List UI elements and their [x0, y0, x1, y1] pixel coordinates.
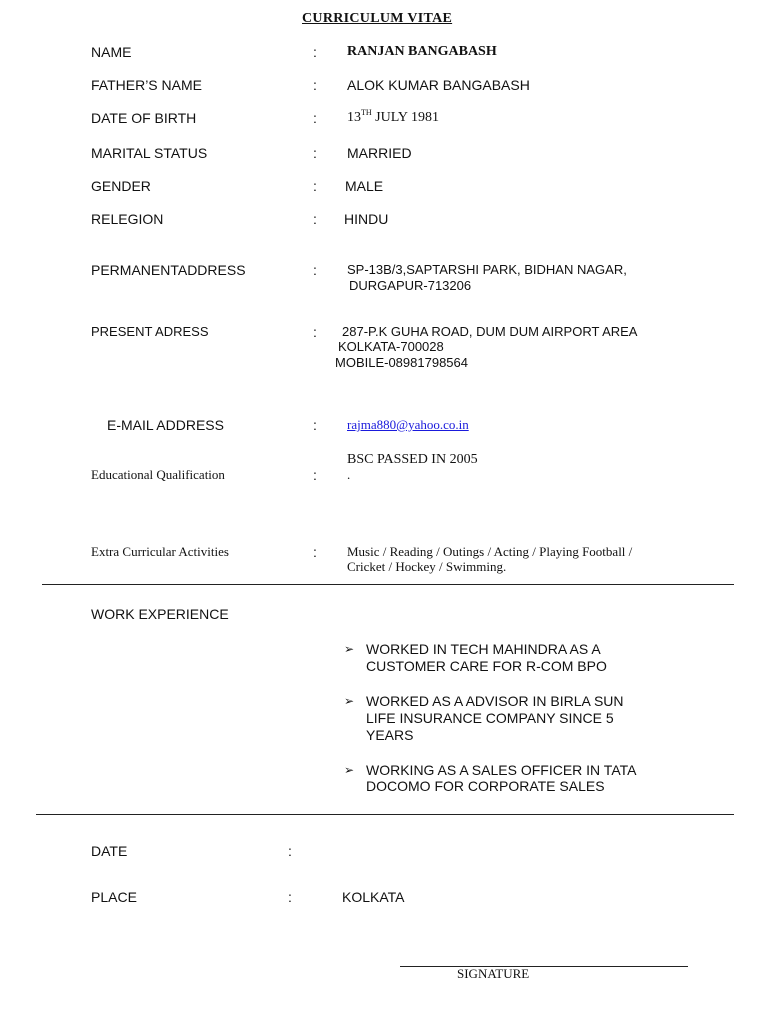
date-label: DATE — [91, 843, 128, 859]
extra-curricular-line1: Music / Reading / Outings / Acting / Playing Football / — [347, 544, 633, 559]
permanent-address-line1: SP-13B/3,SAPTARSHI PARK, BIDHAN NAGAR, — [347, 262, 627, 277]
work-item-line: WORKED IN TECH MAHINDRA AS A — [366, 641, 601, 657]
marital-status-value: MARRIED — [347, 145, 412, 161]
signature-label: SIGNATURE — [457, 966, 530, 981]
permanent-address-line2: DURGAPUR-713206 — [349, 278, 472, 293]
place-label: PLACE — [91, 889, 137, 905]
arrow-bullet-icon: ➢ — [344, 642, 355, 656]
work-item-line: CUSTOMER CARE FOR R-COM BPO — [366, 658, 607, 674]
place-colon: : — [288, 889, 292, 905]
work-item-line: LIFE INSURANCE COMPANY SINCE 5 — [366, 710, 614, 726]
email-colon: : — [313, 417, 317, 433]
work-item-line: WORKED AS A ADVISOR IN BIRLA SUN — [366, 693, 624, 709]
dob-colon: : — [313, 110, 317, 126]
signature-line — [400, 966, 688, 967]
name-value: RANJAN BANGABASH — [347, 44, 497, 59]
extra-curricular-colon: : — [313, 544, 317, 560]
education-value: BSC PASSED IN 2005 — [347, 452, 478, 467]
permanent-address-label: PERMANENTADDRESS — [91, 262, 246, 278]
religion-value: HINDU — [344, 211, 389, 227]
name-colon: : — [313, 44, 317, 60]
father-name-value: ALOK KUMAR BANGABASH — [347, 77, 530, 93]
date-colon: : — [288, 843, 292, 859]
section-divider — [36, 814, 734, 815]
dob-label: DATE OF BIRTH — [91, 110, 197, 126]
dob-rest: JULY 1981 — [371, 110, 439, 125]
gender-label: GENDER — [91, 178, 151, 194]
marital-status-label: MARITAL STATUS — [91, 145, 208, 161]
name-label: NAME — [91, 44, 132, 60]
dob-value — [347, 110, 439, 126]
present-address-label: PRESENT ADRESS — [91, 324, 209, 339]
religion-label: RELEGION — [91, 211, 164, 227]
father-name-colon: : — [313, 77, 317, 93]
present-address-mobile: MOBILE-08981798564 — [335, 355, 468, 370]
page-title: CURRICULUM VITAE — [302, 11, 453, 26]
place-value: KOLKATA — [342, 889, 405, 905]
present-address-colon: : — [313, 324, 317, 340]
present-address-line2: KOLKATA-700028 — [338, 339, 444, 354]
education-dot: . — [347, 467, 351, 482]
gender-value: MALE — [345, 178, 384, 194]
extra-curricular-label: Extra Curricular Activities — [91, 544, 229, 559]
arrow-bullet-icon: ➢ — [344, 763, 355, 777]
gender-colon: : — [313, 178, 317, 194]
extra-curricular-line2: Cricket / Hockey / Swimming. — [347, 559, 507, 574]
education-label: Educational Qualification — [91, 467, 225, 482]
permanent-address-colon: : — [313, 262, 317, 278]
education-colon: : — [313, 467, 317, 483]
section-divider — [42, 584, 734, 585]
present-address-line1: 287-P.K GUHA ROAD, DUM DUM AIRPORT AREA — [342, 324, 638, 339]
dob-day: 13 — [347, 110, 361, 125]
email-label: E-MAIL ADDRESS — [107, 417, 224, 433]
work-item-line: DOCOMO FOR CORPORATE SALES — [366, 778, 605, 794]
work-item-line: YEARS — [366, 727, 414, 743]
arrow-bullet-icon: ➢ — [344, 694, 355, 708]
email-link[interactable]: rajma880@yahoo.co.in — [347, 417, 469, 432]
dob-suffix: TH — [361, 108, 372, 117]
religion-colon: : — [313, 211, 317, 227]
work-item-line: WORKING AS A SALES OFFICER IN TATA — [366, 762, 637, 778]
marital-status-colon: : — [313, 145, 317, 161]
father-name-label: FATHER’S NAME — [91, 77, 202, 93]
work-experience-heading: WORK EXPERIENCE — [91, 606, 229, 622]
